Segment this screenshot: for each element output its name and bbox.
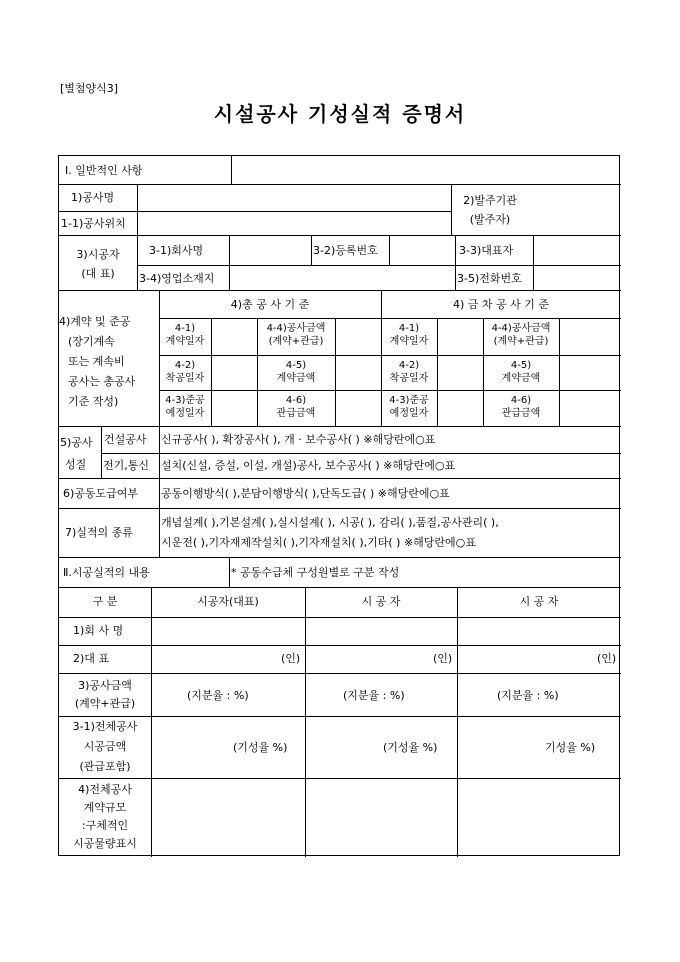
total-amount-label: 4-4)공사금액 (계약+관급) <box>266 323 326 347</box>
scale-row-label-1: 4)전체공사 <box>78 783 132 796</box>
section1-heading: Ⅰ. 일반적인 사항 <box>65 164 143 177</box>
col-line <box>451 184 452 235</box>
project-location-label: 1-1)공사위치 <box>61 217 126 230</box>
phone-label: 3-5)전화번호 <box>457 272 522 285</box>
col-line <box>101 426 102 478</box>
row-line <box>101 453 621 454</box>
annual-contract-date-label: 4-1) 계약일자 <box>389 323 429 347</box>
performance-options-line1[interactable]: 개념설계( ),기본설계( ),실시설계( ), 시공( ), 감리( ),품질,공사관리( ), <box>161 516 499 529</box>
total-amount-row-label-2: 시공금액 <box>83 740 127 753</box>
certificate-form <box>58 155 620 856</box>
nature-label-a: 5)공사 <box>60 436 93 449</box>
lead-company-field[interactable] <box>152 618 304 645</box>
company-row-label: 1)회 사 명 <box>73 624 124 637</box>
client-label-1: 2)발주기관 <box>463 194 517 207</box>
total-amount-field[interactable] <box>336 319 380 355</box>
project-name-label: 1)공사명 <box>71 191 115 204</box>
contractor3-seal-mark: (인) <box>597 652 617 665</box>
contractor2-scale-field[interactable] <box>306 779 456 856</box>
row-line <box>59 587 621 588</box>
project-name-field[interactable] <box>138 185 450 211</box>
row-line <box>59 426 621 427</box>
lead-progress-rate[interactable]: (기성율 %) <box>233 741 288 754</box>
contractor2-share-ratio[interactable]: (지분율 : %) <box>343 689 405 702</box>
total-completion-date-label: 4-3)준공 예정일자 <box>165 395 205 419</box>
contractor-label-2: (대 표) <box>81 267 115 280</box>
scale-row-label-4: 시공물량표시 <box>73 837 137 850</box>
scale-row-label-2: 계약규모 <box>83 801 127 814</box>
total-completion-date-field[interactable] <box>212 391 256 426</box>
col-header-contractor-3: 시 공 자 <box>519 595 559 608</box>
total-amount-row-label-3: (관급포함) <box>79 760 131 773</box>
scale-row-label-3: :구체적인 <box>81 819 129 832</box>
company-name-label: 3-1)회사명 <box>149 244 204 257</box>
lead-share-ratio[interactable]: (지분율 : %) <box>187 689 249 702</box>
contractor3-progress-rate[interactable]: 기성율 %) <box>545 741 596 754</box>
row-line <box>59 557 621 558</box>
annual-contract-amount-label: 4-5) 계약금액 <box>501 360 541 384</box>
company-name-field[interactable] <box>230 236 310 265</box>
annual-completion-date-field[interactable] <box>438 391 482 426</box>
amount-row-label-2: (계약+관급) <box>74 697 136 710</box>
performance-type-label: 7)실적의 종류 <box>65 526 133 539</box>
annual-supplied-amount-field[interactable] <box>560 391 620 426</box>
contractor2-progress-rate[interactable]: (기성율 %) <box>383 741 438 754</box>
attachment-label: [별첨양식3] <box>60 82 119 95</box>
business-address-field[interactable] <box>230 266 454 290</box>
col-header-category: 구 분 <box>92 595 118 608</box>
representative-field[interactable] <box>534 236 620 265</box>
section2-note: * 공동수급체 구성원별로 구분 작성 <box>231 566 400 579</box>
total-contract-date-label: 4-1) 계약일자 <box>165 323 205 347</box>
col-line <box>159 426 160 557</box>
lead-seal-mark: (인) <box>281 652 301 665</box>
registration-no-label: 3-2)등록번호 <box>313 244 378 257</box>
joint-contract-label: 6)공동도급여부 <box>63 487 139 500</box>
contractor3-company-field[interactable] <box>458 618 620 645</box>
annual-amount-field[interactable] <box>560 319 620 355</box>
registration-no-field[interactable] <box>390 236 454 265</box>
annual-project-header: 4) 금 차 공 사 기 준 <box>452 298 550 311</box>
row-line <box>59 716 621 717</box>
client-field[interactable] <box>534 185 620 235</box>
total-contract-amount-field[interactable] <box>336 356 380 390</box>
col-line <box>311 235 312 265</box>
representative-row-label: 2)대 표 <box>73 652 110 665</box>
annual-amount-label: 4-4)공사금액 (계약+관급) <box>491 323 551 347</box>
contract-label-5: 기준 작성) <box>68 395 119 408</box>
row-line <box>59 645 621 646</box>
row-line <box>59 508 621 509</box>
col-line <box>229 557 230 587</box>
phone-field[interactable] <box>534 266 620 290</box>
total-amount-row-label-1: 3-1)전체공사 <box>72 720 138 733</box>
contract-label-3: 또는 계속비 <box>68 355 125 368</box>
amount-row-label-1: 3)공사금액 <box>78 679 132 692</box>
annual-start-date-field[interactable] <box>438 356 482 390</box>
representative-label: 3-3)대표자 <box>459 244 514 257</box>
contractor3-share-ratio[interactable]: (지분율 : %) <box>497 689 559 702</box>
section2-heading: Ⅱ.시공실적의 내용 <box>63 566 150 579</box>
business-address-label: 3-4)영업소재지 <box>139 272 215 285</box>
row-line <box>59 478 621 479</box>
annual-contract-date-field[interactable] <box>438 319 482 355</box>
contract-label-4: 공사는 총공사 <box>68 375 136 388</box>
col-header-lead-contractor: 시공자(대표) <box>197 595 259 608</box>
performance-options-line2[interactable]: 시운전( ),기자재제작설치( ),기자재설치( ),기타( ) ※해당란에○표 <box>161 536 476 549</box>
col-line <box>455 235 456 290</box>
lead-scale-field[interactable] <box>152 779 304 856</box>
document-title: 시설공사 기성실적 증명서 <box>213 102 467 126</box>
total-contract-date-field[interactable] <box>212 319 256 355</box>
contractor3-scale-field[interactable] <box>458 779 620 856</box>
annual-completion-date-label: 4-3)준공 예정일자 <box>389 395 429 419</box>
section1-blank-field[interactable] <box>232 157 620 183</box>
row-line <box>59 673 621 674</box>
contract-label-2: (장기계속 <box>68 335 115 348</box>
row-line <box>59 290 621 291</box>
electric-label: 전기,통신 <box>103 459 150 472</box>
annual-supplied-amount-label: 4-6) 관급금액 <box>501 395 541 419</box>
joint-contract-options[interactable]: 공동이행방식( ),분담이행방식( ),단독도급( ) ※해당란에○표 <box>161 487 450 500</box>
total-project-header: 4)총 공 사 기 준 <box>230 298 310 311</box>
contractor-label-1: 3)시공자 <box>76 248 120 261</box>
col-header-contractor-2: 시 공 자 <box>361 595 401 608</box>
total-start-date-label: 4-2) 착공일자 <box>165 360 205 384</box>
contract-label-1: 4)계약 및 준공 <box>59 315 131 328</box>
total-start-date-field[interactable] <box>212 356 256 390</box>
client-label-2: (발주자) <box>469 213 511 226</box>
total-contract-amount-label: 4-5) 계약금액 <box>276 360 316 384</box>
construction-options[interactable]: 신규공사( ), 확장공사( ), 개 · 보수공사( ) ※해당란에○표 <box>161 433 436 446</box>
total-supplied-amount-label: 4-6) 관급금액 <box>276 395 316 419</box>
col-line <box>137 235 138 290</box>
annual-contract-amount-field[interactable] <box>560 356 620 390</box>
annual-start-date-label: 4-2) 착공일자 <box>389 360 429 384</box>
contractor2-seal-mark: (인) <box>433 652 453 665</box>
project-location-field[interactable] <box>138 212 450 235</box>
construction-label: 건설공사 <box>104 433 147 446</box>
total-supplied-amount-field[interactable] <box>336 391 380 426</box>
nature-label-b: 성질 <box>65 458 87 471</box>
contractor2-company-field[interactable] <box>306 618 456 645</box>
electric-options[interactable]: 설치(신설, 증설, 이설, 개설)공사, 보수공사( ) ※해당란에○표 <box>161 459 456 472</box>
